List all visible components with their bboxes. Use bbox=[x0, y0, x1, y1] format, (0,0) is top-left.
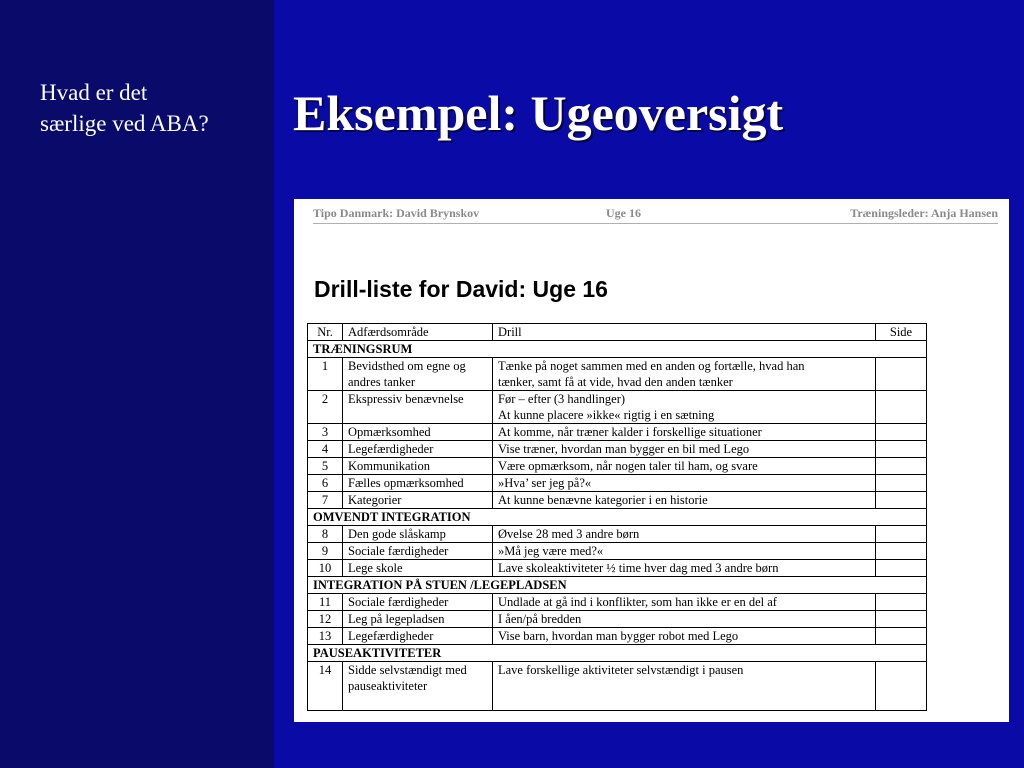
row-number: 6 bbox=[308, 475, 343, 492]
row-drill bbox=[493, 475, 876, 492]
row-area-line: Lege skole bbox=[348, 561, 403, 575]
row-drill-line: Øvelse 28 med 3 andre børn bbox=[498, 527, 640, 541]
row-side bbox=[876, 441, 927, 458]
row-drill bbox=[493, 611, 876, 628]
row-side bbox=[876, 560, 927, 577]
section-label: INTEGRATION PÅ STUEN /LEGEPLADSEN bbox=[308, 577, 927, 594]
section-label: PAUSEAKTIVITETER bbox=[308, 645, 927, 662]
row-side bbox=[876, 611, 927, 628]
row-number: 12 bbox=[308, 611, 343, 628]
row-number: 3 bbox=[308, 424, 343, 441]
row-area-line: andres tanker bbox=[348, 375, 415, 389]
table-row bbox=[308, 628, 927, 645]
header-week: Uge 16 bbox=[606, 206, 641, 220]
document-image bbox=[294, 199, 1009, 722]
row-area bbox=[343, 628, 493, 645]
row-number: 2 bbox=[308, 391, 343, 424]
row-drill-line: Være opmærksom, når nogen taler til ham, og svare bbox=[498, 459, 758, 473]
row-side bbox=[876, 662, 927, 711]
row-area bbox=[343, 526, 493, 543]
table-row bbox=[308, 424, 927, 441]
row-area-line: Kommunikation bbox=[348, 459, 430, 473]
table-row bbox=[308, 475, 927, 492]
row-area bbox=[343, 441, 493, 458]
row-drill-line: »Hva’ ser jeg på?« bbox=[498, 476, 592, 490]
table-row bbox=[308, 543, 927, 560]
row-area-line: Leg på legepladsen bbox=[348, 612, 445, 626]
row-area bbox=[343, 611, 493, 628]
row-area-line: Sidde selvstændigt med bbox=[348, 663, 467, 677]
row-area bbox=[343, 424, 493, 441]
row-area bbox=[343, 560, 493, 577]
row-drill bbox=[493, 662, 876, 711]
table-row bbox=[308, 526, 927, 543]
row-number: 11 bbox=[308, 594, 343, 611]
row-drill-line: Før – efter (3 handlinger) bbox=[498, 392, 626, 406]
table-row bbox=[308, 594, 927, 611]
table-row bbox=[308, 391, 927, 424]
row-drill-line: I åen/på bredden bbox=[498, 612, 582, 626]
row-drill-line: Vise træner, hvordan man bygger en bil med Lego bbox=[498, 442, 750, 456]
row-side bbox=[876, 458, 927, 475]
row-drill-line: tænker, samt få at vide, hvad den anden tænker bbox=[498, 375, 733, 389]
section-row bbox=[308, 341, 927, 358]
sidebar-line-2: særlige ved ABA? bbox=[40, 111, 209, 136]
table-row bbox=[308, 458, 927, 475]
section-row bbox=[308, 645, 927, 662]
row-drill bbox=[493, 358, 876, 391]
row-area-line: Legefærdigheder bbox=[348, 442, 434, 456]
header-left: Tipo Danmark: David Brynskov bbox=[313, 206, 480, 220]
row-side bbox=[876, 424, 927, 441]
row-side bbox=[876, 594, 927, 611]
row-number: 1 bbox=[308, 358, 343, 391]
table-row bbox=[308, 441, 927, 458]
row-side bbox=[876, 391, 927, 424]
sidebar-panel bbox=[0, 0, 274, 768]
row-drill bbox=[493, 560, 876, 577]
row-drill-line: »Må jeg være med?« bbox=[498, 544, 604, 558]
row-drill-line: Vise barn, hvordan man bygger robot med Lego bbox=[498, 629, 739, 643]
header-nr: Nr. bbox=[308, 324, 343, 341]
row-drill bbox=[493, 458, 876, 475]
row-drill bbox=[493, 424, 876, 441]
row-area bbox=[343, 594, 493, 611]
row-area bbox=[343, 358, 493, 391]
faint-footer bbox=[295, 714, 435, 724]
row-drill bbox=[493, 391, 876, 424]
row-drill-line: At kunne placere »ikke« rigtig i en sætning bbox=[498, 408, 715, 422]
row-drill-line: Tænke på noget sammen med en anden og fortælle, hvad han bbox=[498, 359, 805, 373]
header-side: Side bbox=[876, 324, 927, 341]
row-area bbox=[343, 543, 493, 560]
row-number: 13 bbox=[308, 628, 343, 645]
row-number: 5 bbox=[308, 458, 343, 475]
row-drill-line: Undlade at gå ind i konflikter, som han ikke er en del af bbox=[498, 595, 777, 609]
row-number: 4 bbox=[308, 441, 343, 458]
document-title: Drill-liste for David: Uge 16 bbox=[314, 276, 608, 302]
row-side bbox=[876, 628, 927, 645]
row-area-line: Ekspressiv benævnelse bbox=[348, 392, 464, 406]
section-label: OMVENDT INTEGRATION bbox=[308, 509, 927, 526]
row-area-line: Legefærdigheder bbox=[348, 629, 434, 643]
row-side bbox=[876, 543, 927, 560]
table-header-row bbox=[308, 324, 927, 341]
row-drill bbox=[493, 594, 876, 611]
row-area bbox=[343, 475, 493, 492]
row-number: 7 bbox=[308, 492, 343, 509]
slide-title: Eksempel: Ugeoversigt bbox=[293, 85, 784, 141]
section-row bbox=[308, 509, 927, 526]
row-area-line: Opmærksomhed bbox=[348, 425, 431, 439]
section-label: TRÆNINGSRUM bbox=[308, 341, 927, 358]
table-row bbox=[308, 662, 927, 711]
row-area bbox=[343, 492, 493, 509]
row-drill bbox=[493, 526, 876, 543]
row-side bbox=[876, 358, 927, 391]
drill-table bbox=[307, 323, 927, 711]
row-area-line: Kategorier bbox=[348, 493, 402, 507]
row-area bbox=[343, 458, 493, 475]
row-drill-line: At kunne benævne kategorier i en historie bbox=[498, 493, 708, 507]
sidebar-line-1: Hvad er det bbox=[40, 80, 148, 105]
header-trainer: Træningsleder: Anja Hansen bbox=[850, 206, 998, 220]
table-row bbox=[308, 560, 927, 577]
row-side bbox=[876, 492, 927, 509]
row-number: 8 bbox=[308, 526, 343, 543]
row-area-line: pauseaktiviteter bbox=[348, 679, 428, 693]
table-row bbox=[308, 611, 927, 628]
header-area: Adfærdsområde bbox=[343, 324, 493, 341]
section-row bbox=[308, 577, 927, 594]
row-number: 14 bbox=[308, 662, 343, 711]
row-number: 10 bbox=[308, 560, 343, 577]
row-area-line: Bevidsthed om egne og bbox=[348, 359, 466, 373]
row-drill-line: Lave skoleaktiviteter ½ time hver dag med 3 andre børn bbox=[498, 561, 779, 575]
header-drill: Drill bbox=[493, 324, 876, 341]
row-area-line: Sociale færdigheder bbox=[348, 544, 449, 558]
table-row bbox=[308, 492, 927, 509]
row-drill-line: At komme, når træner kalder i forskellige situationer bbox=[498, 425, 762, 439]
row-drill-line: Lave forskellige aktiviteter selvstændigt i pausen bbox=[498, 663, 744, 677]
table-row bbox=[308, 358, 927, 391]
row-area-line: Den gode slåskamp bbox=[348, 527, 446, 541]
row-area bbox=[343, 391, 493, 424]
row-area-line: Fælles opmærksomhed bbox=[348, 476, 464, 490]
document-header bbox=[313, 205, 998, 224]
row-side bbox=[876, 475, 927, 492]
row-drill bbox=[493, 628, 876, 645]
row-drill bbox=[493, 543, 876, 560]
row-side bbox=[876, 526, 927, 543]
row-number: 9 bbox=[308, 543, 343, 560]
row-drill bbox=[493, 492, 876, 509]
row-area bbox=[343, 662, 493, 711]
row-area-line: Sociale færdigheder bbox=[348, 595, 449, 609]
row-drill bbox=[493, 441, 876, 458]
sidebar-caption bbox=[40, 77, 265, 139]
